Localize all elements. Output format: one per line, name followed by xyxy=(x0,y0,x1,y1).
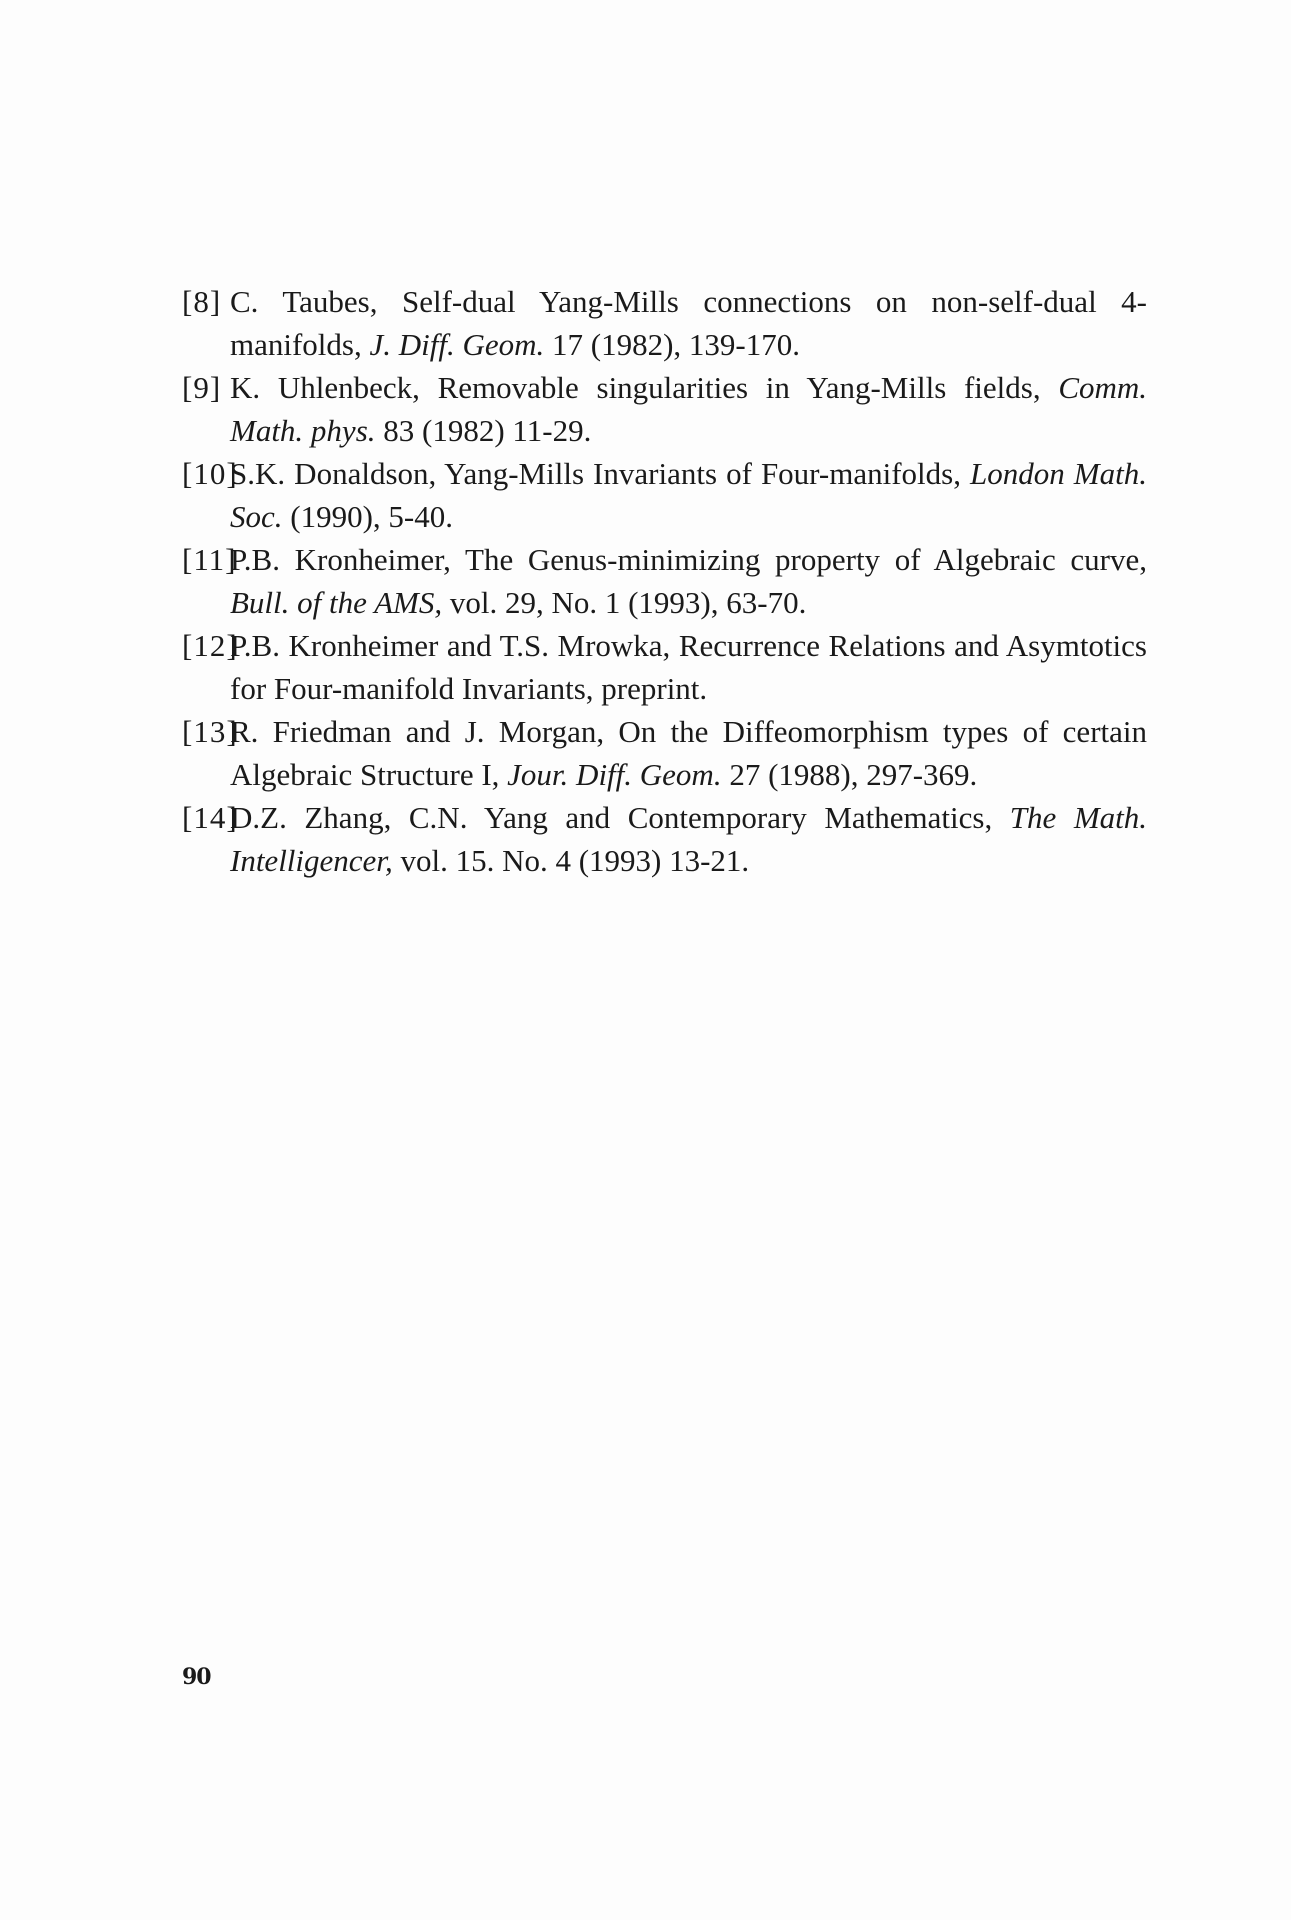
reference-author: S.K. Donaldson, xyxy=(230,456,437,491)
reference-details: vol. 15. No. 4 (1993) 13-21. xyxy=(400,843,750,878)
reference-title: Removable singularities in Yang-Mills fields, xyxy=(437,370,1041,405)
reference-title: On the Diffeomorphism types of certain Algebraic Structure I, xyxy=(230,714,1148,792)
reference-journal: of the AMS, xyxy=(297,585,443,620)
reference-item xyxy=(182,538,1147,624)
reference-journal: The Math. Intelligencer, xyxy=(230,800,1147,878)
reference-item xyxy=(182,624,1147,710)
reference-journal: Comm. Math. phys. xyxy=(230,370,1148,448)
reference-number: [9] xyxy=(182,370,222,405)
reference-author: C. Taubes, xyxy=(230,284,378,319)
reference-author: D.Z. Zhang, xyxy=(230,800,392,835)
reference-title: C.N. Yang and Contemporary Mathematics, xyxy=(408,800,993,835)
reference-title: Yang-Mills Invariants of Four-manifolds, xyxy=(444,456,961,491)
reference-journal: Bull. xyxy=(230,585,290,620)
reference-details: 83 (1982) 11-29. xyxy=(383,413,592,448)
reference-title: The Genus-minimizing property of Algebraic curve, xyxy=(465,542,1147,577)
reference-number: [13] xyxy=(182,714,238,749)
reference-number: [12] xyxy=(182,628,238,663)
reference-title: Self-dual Yang-Mills connections on non-self-dual 4-manifolds, xyxy=(230,284,1148,362)
reference-journal: London Math. Soc. xyxy=(230,456,1147,534)
reference-journal: Jour. Diff. Geom. xyxy=(507,757,722,792)
reference-number: [10] xyxy=(182,456,238,491)
reference-details: 27 (1988), 297-369. xyxy=(729,757,978,792)
reference-list xyxy=(182,280,1147,882)
reference-details: 17 (1982), 139-170. xyxy=(552,327,801,362)
reference-item xyxy=(182,710,1147,796)
reference-number: [14] xyxy=(182,800,238,835)
reference-title: Recurrence Relations and Asymtotics for Four-manifold Invariants, preprint. xyxy=(230,628,1147,706)
reference-details: vol. 29, No. 1 (1993), 63-70. xyxy=(449,585,807,620)
reference-author: R. Friedman and J. Morgan, xyxy=(230,714,605,749)
reference-number: [11] xyxy=(182,542,237,577)
reference-item xyxy=(182,796,1147,882)
reference-author: P.B. Kronheimer and T.S. Mrowka, xyxy=(230,628,671,663)
reference-author: K. Uhlenbeck, xyxy=(230,370,420,405)
reference-journal: J. Diff. Geom. xyxy=(369,327,545,362)
reference-item xyxy=(182,366,1147,452)
reference-item xyxy=(182,452,1147,538)
reference-details: (1990), 5-40. xyxy=(290,499,453,534)
page-number: 90 xyxy=(182,1664,211,1690)
reference-number: [8] xyxy=(182,284,222,319)
reference-author: P.B. Kronheimer, xyxy=(230,542,451,577)
reference-item xyxy=(182,280,1147,366)
